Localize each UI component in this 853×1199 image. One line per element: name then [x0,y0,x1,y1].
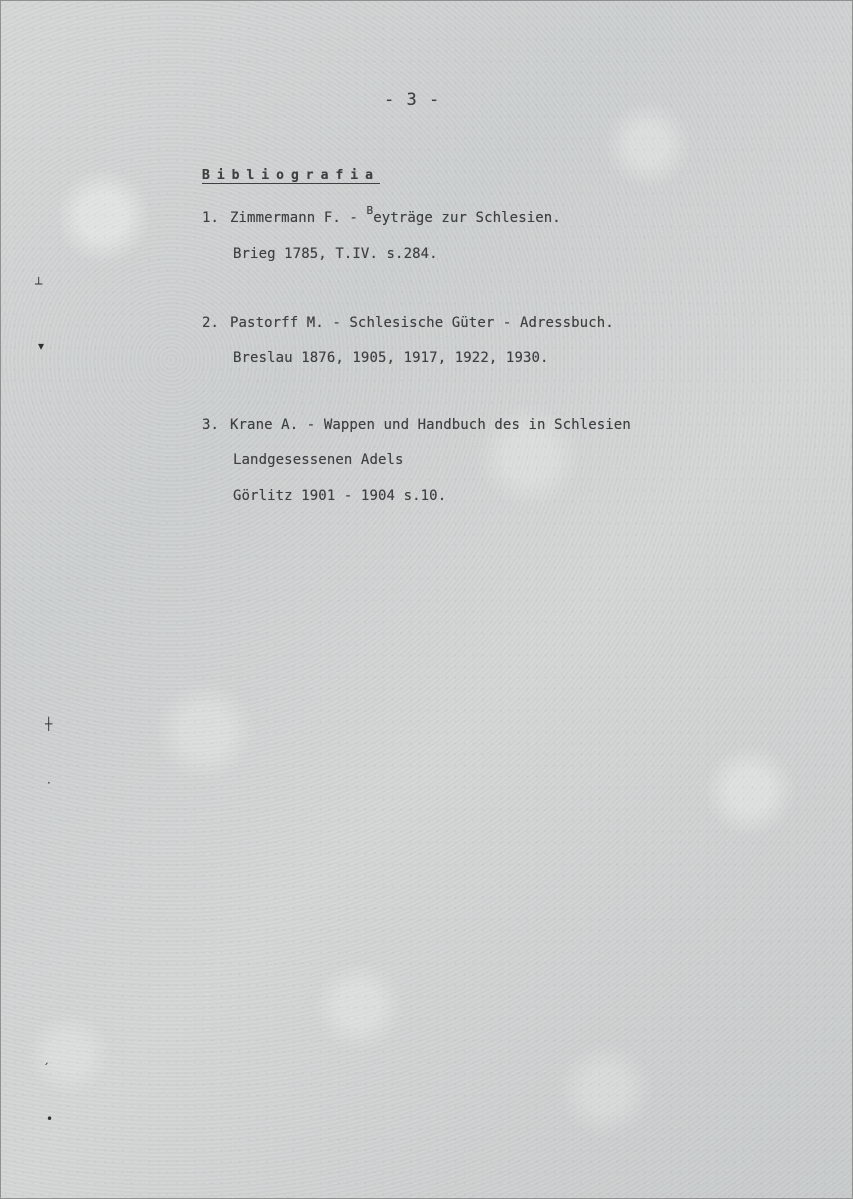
entry-number-2: 2. [202,315,220,331]
margin-mark: ▾ [38,339,45,353]
bibliography-entry-2 [202,315,614,331]
entry-title-1: eyträge zur Schlesien. [373,210,561,226]
entry-publication-1: Brieg 1785, T.IV. s.284. [233,246,438,262]
margin-mark: ┼ [45,717,53,731]
bibliography-entry-3 [202,417,631,433]
entry-author-1: Zimmermann F. - [230,210,367,226]
entry-number-1: 1. [202,210,220,226]
entry-publication-2: Breslau 1876, 1905, 1917, 1922, 1930. [233,350,549,366]
page-number: - 3 - [384,90,441,110]
bibliography-heading: Bibliografia [202,167,380,183]
entry-number-3: 3. [202,417,220,433]
margin-mark: ┴ [35,277,43,291]
entry-title-initial-1: B [366,204,374,217]
bibliography-entry-1 [202,204,561,226]
margin-mark: ˏ [43,1051,49,1065]
margin-mark: · [47,776,51,790]
entry-publication-3: Görlitz 1901 - 1904 s.10. [233,488,447,504]
entry-text-2: Pastorff M. - Schlesische Güter - Adressbuch. [230,315,614,331]
margin-mark: • [46,1112,54,1126]
entry-text-3: Krane A. - Wappen und Handbuch des in Schlesien [230,417,631,433]
entry-continuation-3: Landgesessenen Adels [233,452,404,468]
